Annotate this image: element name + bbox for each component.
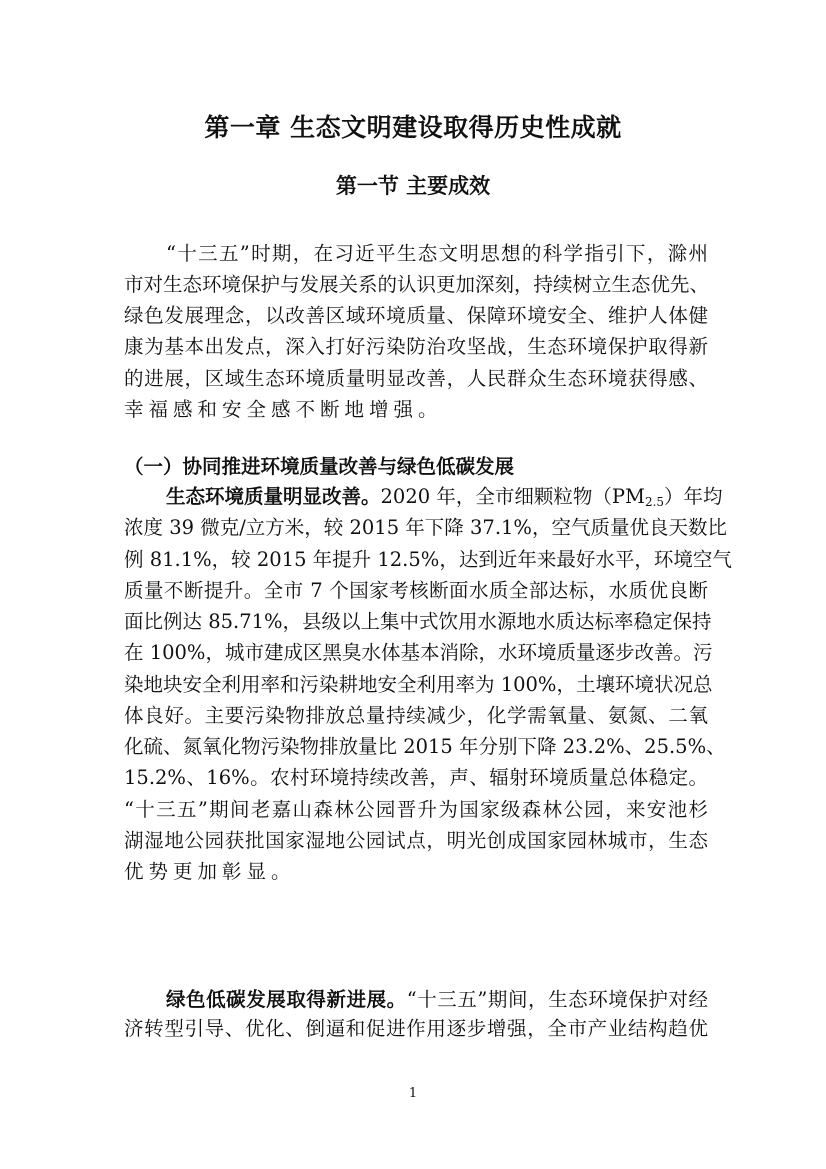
text-run: 幸福感和安全感不断地增强。 <box>124 398 443 421</box>
text-line <box>124 670 713 700</box>
text-run: 优势更加彰显。 <box>124 860 296 883</box>
text-line <box>124 364 708 394</box>
subheading: （一）协同推进环境质量改善与绿色低碳发展 <box>124 455 515 478</box>
text-run: 济转型引导、优化、倒逼和促进作用逐步增强，全市产业结构趋优 <box>124 1017 708 1040</box>
text-run: 体良好。主要污染物排放总量持续减少，化学需氧量、氨氮、二氧 <box>124 704 708 727</box>
text-run: 例 81.1%，较 2015 年提升 12.5%，达到近年来最好水平，环境空气 <box>124 548 732 571</box>
text-run: 质量不断提升。全市 7 个国家考核断面水质全部达标，水质优良断 <box>124 579 708 602</box>
text-run: 化硫、氮氧化物污染物排放量比 2015 年分别下降 23.2%、25.5%、 <box>124 735 726 758</box>
text-run: 的进展，区域生态环境质量明显改善，人民群众生态环境获得感、 <box>124 367 708 390</box>
text-run: 2020 年，全市细颗粒物（PM <box>380 485 645 508</box>
text-line <box>166 482 723 512</box>
text-line <box>124 513 727 543</box>
text-line <box>124 701 708 731</box>
text-line <box>124 732 726 762</box>
lead-in-bold: 绿色低碳发展取得新进展。 <box>166 988 407 1011</box>
text-line <box>166 985 708 1015</box>
text-run: 绿色发展理念，以改善区域环境质量、保障环境安全、维护人体健 <box>124 304 708 327</box>
text-run: 面比例达 85.71%，县级以上集中式饮用水源地水质达标率稳定保持 <box>124 610 712 633</box>
text-line <box>124 576 708 606</box>
text-run: 康为基本出发点，深入打好污染防治攻坚战，生态环境保护取得新 <box>124 335 708 358</box>
page-number: 1 <box>408 1086 418 1101</box>
text-run: 湖湿地公园获批国家湿地公园试点，明光创成国家园林城市，生态 <box>124 829 708 852</box>
text-line <box>124 1014 708 1044</box>
text-line <box>124 795 708 825</box>
text-run: 染地块安全利用率和污染耕地安全利用率为 100%，土壤环境状况总 <box>124 673 713 696</box>
text-line <box>124 270 708 300</box>
section-title: 第一节 主要成效 <box>335 174 491 198</box>
text-line <box>124 638 713 668</box>
text-line <box>124 395 708 425</box>
lead-in-bold: 生态环境质量明显改善。 <box>166 485 381 508</box>
text-line <box>124 763 708 793</box>
text-line <box>124 607 712 637</box>
text-line <box>166 239 708 269</box>
text-run: “十三五”期间老嘉山森林公园晋升为国家级森林公园，来安池杉 <box>124 798 708 821</box>
text-run: 在 100%，城市建成区黑臭水体基本消除，水环境质量逐步改善。污 <box>124 641 713 664</box>
text-line <box>124 545 732 575</box>
text-line <box>124 857 708 887</box>
text-run: 浓度 39 微克/立方米，较 2015 年下降 37.1%，空气质量优良天数比 <box>124 516 727 539</box>
text-run: “十三五”时期，在习近平生态文明思想的科学指引下，滁州 <box>166 242 708 265</box>
text-run: 市对生态环境保护与发展关系的认识更加深刻，持续树立生态优先、 <box>124 273 710 296</box>
chapter-title: 第一章 生态文明建设取得历史性成就 <box>204 113 622 142</box>
subscript: 2.5 <box>644 495 665 509</box>
text-line <box>124 301 708 331</box>
text-line <box>124 826 708 856</box>
text-run: “十三五”期间，生态环境保护对经 <box>406 988 708 1011</box>
text-line <box>124 332 708 362</box>
text-run: 15.2%、16%。农村环境持续改善，声、辐射环境质量总体稳定。 <box>124 766 708 789</box>
text-run: ）年均 <box>664 485 723 508</box>
